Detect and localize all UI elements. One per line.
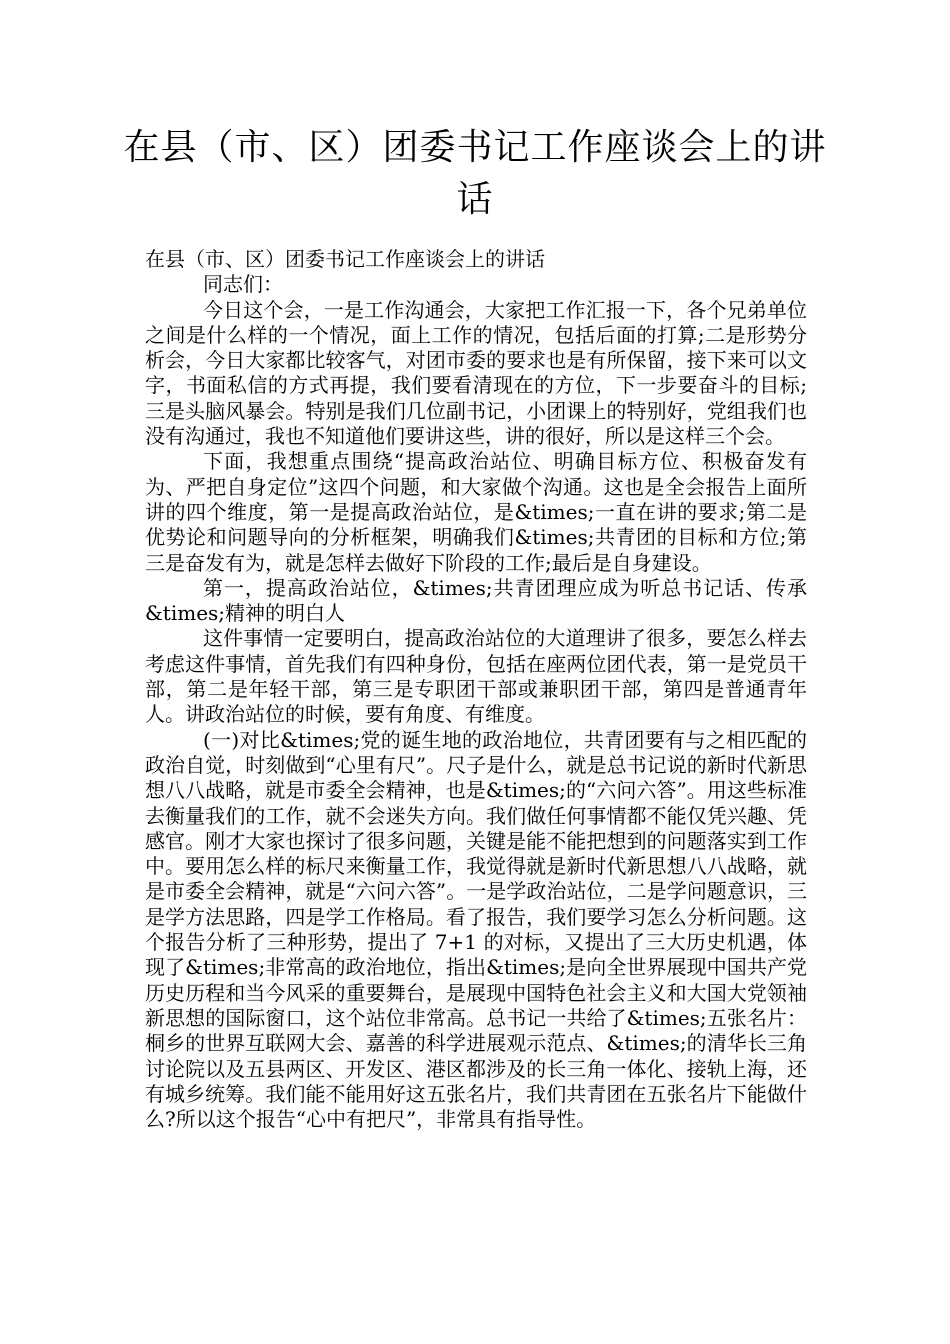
document-title: 在县（市、区）团委书记工作座谈会上的讲话 (123, 127, 827, 220)
document-subtitle: 在县（市、区）团委书记工作座谈会上的讲话 (145, 247, 545, 271)
paragraph-4: (一)对比&times;党的诞生地的政治地位，共青团要有与之相匹配的政治自觉，时刻做到“心里有尺”。尺子是什么，就是总书记说的新时代新思想八八战略，就是市委全会精神，也是&times;的“六问六答”。用这些标准去衡量我们的工作，就不会迷失方向。我们做任何事情都不能仅凭兴趣、凭感官。刚才大家也探讨了很多问题，关键是能不能把想到的问题落实到工作中。要用怎么样的标尺来衡量工作，我觉得就是新时代新思想八八战略，就是市委全会精神，就是“六问六答”。一是学政治站位，二是学问题意识，三是学方法思路，四是学工作格局。看了报告，我们要学习怎么分析问题。这个报告分析了三种形势，提出了 7+1 的对标，又提出了三大历史机遇，体现了&times;非常高的政治地位，指出&times;是向全世界展现中国共产党历史历程和当今风采的重要舞台，是展现中国特色社会主义和大国大党领袖新思想的国际窗口，这个站位非常高。总书记一共给了&times;五张名片：桐乡的世界互联网大会、嘉善的科学进展观示范点、&times;的清华长三角讨论院以及五县两区、开发区、港区都涉及的长三角一体化、接轨上海，还有城乡统筹。我们能不能用好这五张名片，我们共青团在五张名片下能做什么?所以这个报告“心中有把尺”，非常具有指导性。 (145, 727, 807, 1132)
paragraph-3: 这件事情一定要明白，提高政治站位的大道理讲了很多，要怎么样去考虑这件事情，首先我们有四种身份，包括在座两位团代表，第一是党员干部，第二是年轻干部，第三是专职团干部或兼职团干部，第四是普通青年人。讲政治站位的时候，要有角度、有维度。 (145, 626, 807, 727)
document-body (145, 247, 807, 1132)
section-heading-1: 第一，提高政治站位，&times;共青团理应成为听总书记话、传承&times;精神的明白人 (145, 575, 807, 626)
greeting: 同志们： (203, 272, 283, 297)
paragraph-1: 今日这个会，一是工作沟通会，大家把工作汇报一下，各个兄弟单位之间是什么样的一个情况，面上工作的情况，包括后面的打算;二是形势分析会，今日大家都比较客气，对团市委的要求也是有所保留，接下来可以文字，书面私信的方式再提，我们要看清现在的方位，下一步要奋斗的目标;三是头脑风暴会。特别是我们几位副书记，小团课上的特别好，党组我们也没有沟通过，我也不知道他们要讲这些，讲的很好，所以是这样三个会。 (145, 297, 807, 449)
paragraph-2: 下面，我想重点围绕“提高政治站位、明确目标方位、积极奋发有为、严把自身定位”这四个问题，和大家做个沟通。这也是全会报告上面所讲的四个维度，第一是提高政治站位，是&times;一直在讲的要求;第二是优势论和问题导向的分析框架，明确我们&times;共青团的目标和方位;第三是奋发有为，就是怎样去做好下阶段的工作;最后是自身建设。 (145, 449, 807, 575)
